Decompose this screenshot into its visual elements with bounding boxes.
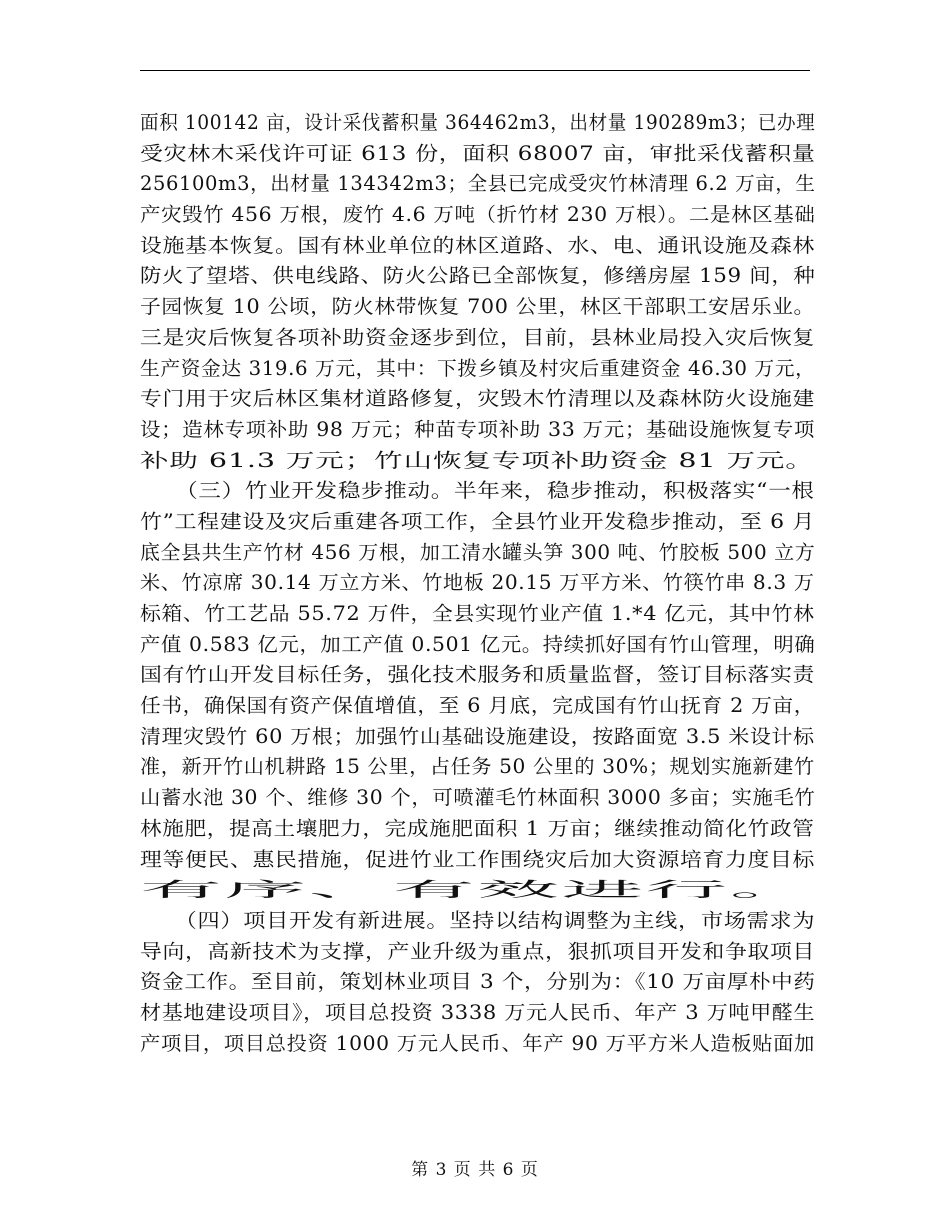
text-line: 标箱、竹工艺品 55.72 万件，全县实现竹业产值 1.*4 亿元，其中竹林 bbox=[140, 602, 815, 625]
text-line: 补助 61.3 万元；竹山恢复专项补助资金 81 万元。 bbox=[140, 448, 815, 472]
header-rule bbox=[140, 70, 810, 71]
text-line: 清理灾毁竹 60 万根；加强竹山基础设施建设，按路面宽 3.5 米设计标 bbox=[140, 724, 815, 748]
text-line: 产灾毁竹 456 万根，废竹 4.6 万吨（折竹材 230 万根）。二是林区基础 bbox=[140, 203, 816, 227]
text-line: 林施肥，提高土壤肥力，完成施肥面积 1 万亩；继续推动简化竹政管 bbox=[140, 816, 815, 840]
section-heading-line: （三）竹业开发稳步推动。半年来，稳步推动，积极落实“一根 bbox=[140, 479, 815, 503]
text-line: 设施基本恢复。国有林业单位的林区道路、水、电、通讯设施及森林 bbox=[140, 233, 816, 257]
text-line: 子园恢复 10 公顷，防火林带恢复 700 公里，林区干部职工安居乐业。 bbox=[140, 295, 815, 319]
text-line: 米、竹凉席 30.14 万立方米、竹地板 20.15 万平方米、竹筷竹串 8.3 万 bbox=[140, 571, 815, 595]
text-line: 国有竹山开发目标任务，强化技术服务和质量监督，签订目标落实责 bbox=[140, 663, 816, 687]
text-line: 受灾林木采伐许可证 613 份，面积 68007 亩，审批采伐蓄积量 bbox=[140, 141, 816, 165]
text-line: 底全县共生产竹材 456 万根，加工清水罐头笋 300 吨、竹胶板 500 立方 bbox=[140, 540, 816, 564]
text-line: 任书，确保国有资产保值增值，至 6 月底，完成国有竹山抚育 2 万亩， bbox=[140, 694, 816, 718]
text-line: 准，新开竹山机耕路 15 公里，占任务 50 公里的 30%；规划实施新建竹 bbox=[140, 755, 815, 779]
document-body bbox=[140, 108, 830, 1059]
text-line: 设；造林专项补助 98 万元；种苗专项补助 33 万元；基础设施恢复专项 bbox=[140, 417, 816, 441]
text-line: 生产资金达 319.6 万元，其中：下拨乡镇及村灾后重建资金 46.30 万元， bbox=[140, 356, 816, 380]
text-line: 资金工作。至目前，策划林业项目 3 个，分别为：《10 万亩厚朴中药 bbox=[140, 970, 816, 994]
text-line: 竹”工程建设及灾后重建各项工作，全县竹业开发稳步推动，至 6 月 bbox=[140, 509, 815, 533]
text-line: 山蓄水池 30 个、维修 30 个，可喷灌毛竹林面积 3000 多亩；实施毛竹 bbox=[140, 786, 816, 810]
text-line: 有序、有效进行。 bbox=[140, 878, 815, 902]
text-line: 防火了望塔、供电线路、防火公路已全部恢复，修缮房屋 159 间，种 bbox=[140, 264, 816, 288]
text-line: 导向，高新技术为支撑，产业升级为重点，狠抓项目开发和争取项目 bbox=[140, 939, 816, 963]
text-line: 三是灾后恢复各项补助资金逐步到位，目前，县林业局投入灾后恢复 bbox=[140, 325, 816, 349]
text-line: 256100m3，出材量 134342m3；全县已完成受灾竹林清理 6.2 万亩，生 bbox=[140, 172, 816, 196]
text-line: 产项目，项目总投资 1000 万元人民币、年产 90 万平方米人造板贴面加 bbox=[140, 1031, 815, 1055]
text-line: 理等便民、惠民措施，促进竹业工作围绕灾后加大资源培育力度目标 bbox=[140, 847, 816, 871]
section-heading-line: （四）项目开发有新进展。坚持以结构调整为主线，市场需求为 bbox=[140, 908, 816, 932]
text-line: 专门用于灾后林区集材道路修复，灾毁木竹清理以及森林防火设施建 bbox=[140, 387, 816, 411]
text-line: 材基地建设项目》，项目总投资 3338 万元人民币、年产 3 万吨甲醛生 bbox=[140, 1000, 816, 1024]
page-footer: 第 3 页 共 6 页 bbox=[411, 1160, 539, 1180]
text-line: 产值 0.583 亿元，加工产值 0.501 亿元。持续抓好国有竹山管理，明确 bbox=[140, 632, 816, 656]
text-line: 面积 100142 亩，设计采伐蓄积量 364462m3，出材量 190289m3；已办理 bbox=[140, 111, 816, 134]
